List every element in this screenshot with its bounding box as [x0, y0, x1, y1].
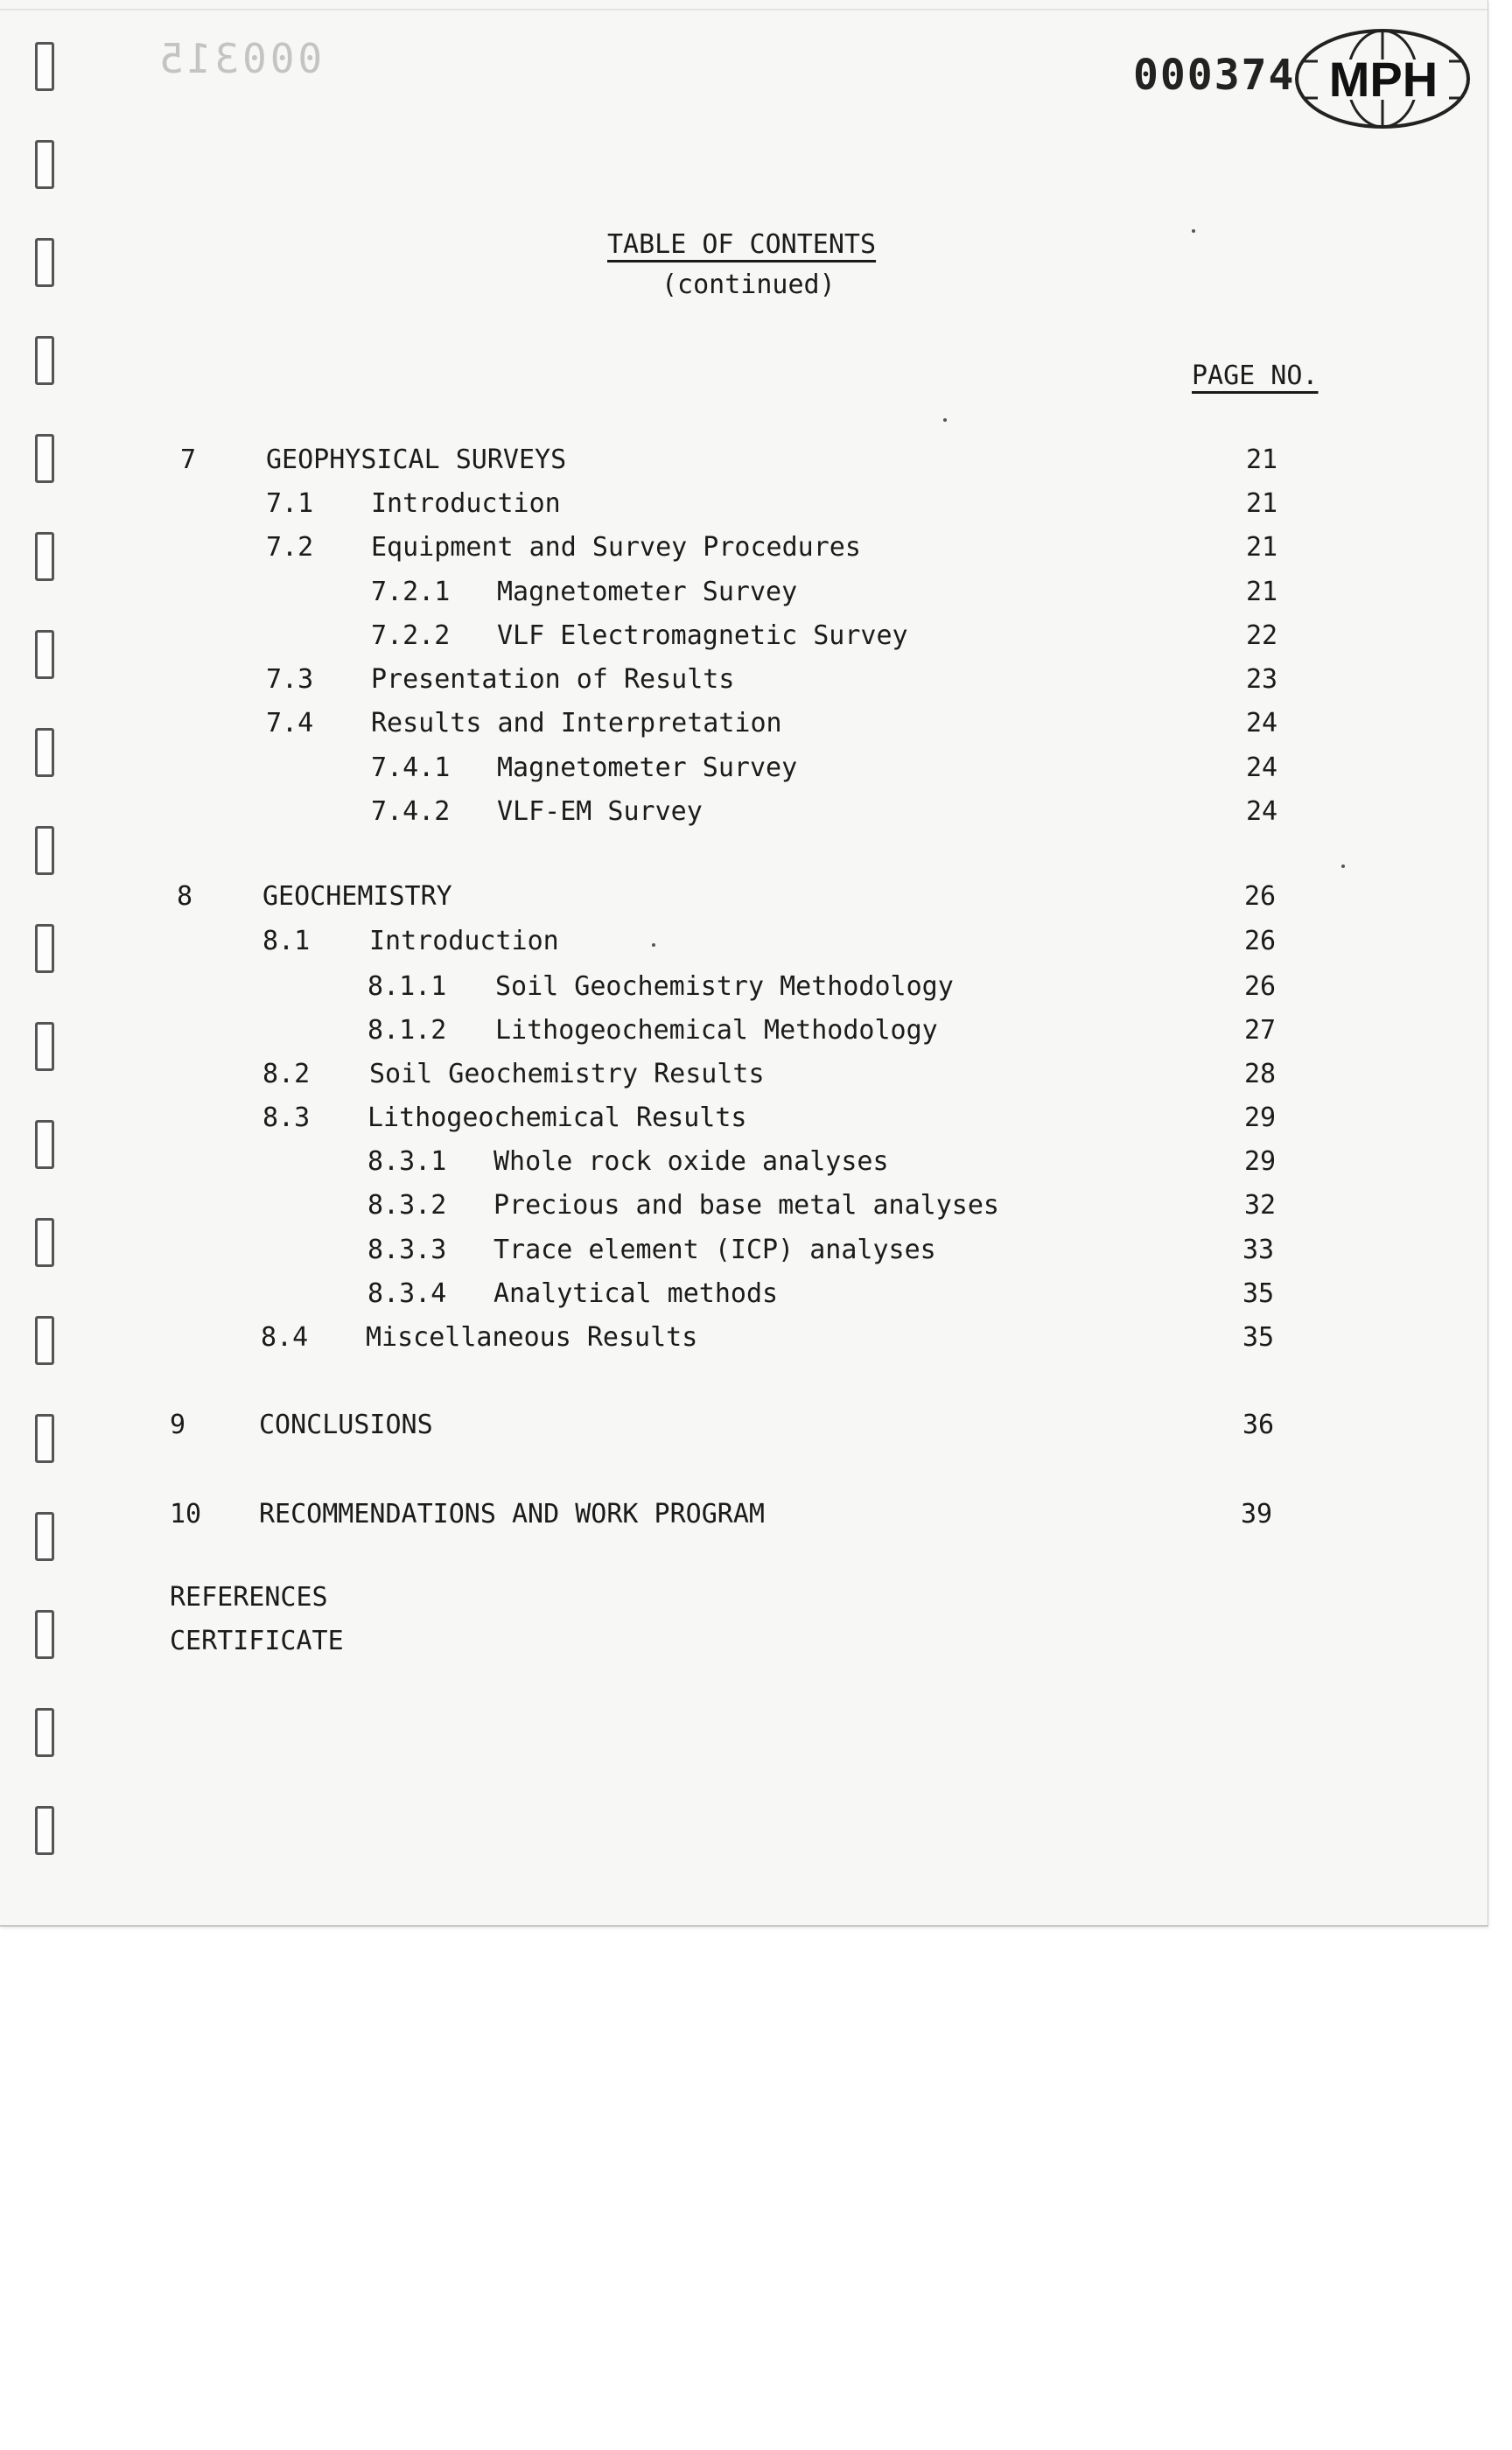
page-number: 32 — [1244, 1190, 1277, 1221]
section-number: 7.2.1 — [371, 577, 451, 607]
page-edge — [0, 9, 1488, 10]
toc-row — [0, 1146, 1488, 1185]
logo-text: MPH — [1328, 52, 1438, 107]
section-title: Introduction — [371, 488, 561, 519]
toc-row — [0, 796, 1488, 835]
section-title: GEOCHEMISTRY — [262, 881, 452, 912]
section-title: REFERENCES — [170, 1582, 328, 1613]
section-title: VLF Electromagnetic Survey — [497, 620, 908, 651]
section-number: 7.4 — [266, 708, 314, 738]
page-number: 26 — [1244, 971, 1277, 1002]
section-number: 8.3.2 — [368, 1190, 447, 1221]
page-number: 27 — [1244, 1015, 1277, 1046]
toc-row — [0, 1015, 1488, 1054]
section-number: 8.4 — [261, 1322, 309, 1353]
toc-row — [0, 971, 1488, 1010]
toc-row — [0, 532, 1488, 570]
toc-row — [0, 1235, 1488, 1273]
section-title: RECOMMENDATIONS AND WORK PROGRAM — [259, 1499, 765, 1530]
toc-title: TABLE OF CONTENTS — [607, 229, 877, 260]
page-number: 26 — [1244, 926, 1277, 956]
page-number: 21 — [1246, 577, 1278, 607]
section-number: 7.3 — [266, 664, 314, 695]
section-title: CERTIFICATE — [170, 1626, 344, 1656]
page-number: 22 — [1246, 620, 1278, 651]
scan-speck — [1192, 229, 1195, 233]
section-number: 8.3.3 — [368, 1235, 447, 1265]
section-title: Analytical methods — [494, 1278, 779, 1309]
toc-row — [0, 1059, 1488, 1097]
section-title: Soil Geochemistry Results — [369, 1059, 765, 1089]
toc-row — [0, 664, 1488, 703]
section-number: 8.1 — [262, 926, 311, 956]
page-number: 29 — [1244, 1102, 1277, 1133]
document-number: 000374 — [1133, 51, 1296, 100]
section-title: Precious and base metal analyses — [494, 1190, 999, 1221]
section-title: Introduction — [369, 926, 559, 956]
page-number: 24 — [1246, 752, 1278, 783]
section-title: Trace element (ICP) analyses — [494, 1235, 936, 1265]
section-title: Lithogeochemical Results — [368, 1102, 747, 1133]
toc-row — [0, 488, 1488, 527]
binder-hole — [35, 238, 54, 287]
section-number: 9 — [170, 1410, 186, 1440]
toc-row — [0, 1410, 1488, 1448]
scan-speck — [943, 418, 947, 422]
scan-speck — [1341, 864, 1345, 868]
page-number: 24 — [1246, 796, 1278, 827]
section-number: 8.3.1 — [368, 1146, 447, 1177]
toc-row — [0, 926, 1488, 964]
section-number: 10 — [170, 1499, 202, 1530]
section-number: 7.2.2 — [371, 620, 451, 651]
toc-row — [0, 881, 1488, 920]
binder-hole — [35, 140, 54, 189]
page-number: 29 — [1244, 1146, 1277, 1177]
section-title: Presentation of Results — [371, 664, 735, 695]
toc-row — [0, 1190, 1488, 1228]
section-number: 7 — [180, 444, 197, 475]
section-title: GEOPHYSICAL SURVEYS — [266, 444, 567, 475]
section-number: 8 — [177, 881, 193, 912]
toc-row — [0, 1499, 1488, 1537]
section-number: 7.2 — [266, 532, 314, 563]
section-title: Lithogeochemical Methodology — [495, 1015, 938, 1046]
section-title: Equipment and Survey Procedures — [371, 532, 861, 563]
section-number: 8.1.1 — [368, 971, 447, 1002]
page-number: 35 — [1242, 1322, 1275, 1353]
toc-row — [0, 444, 1488, 483]
page-number-header: PAGE NO. — [1192, 360, 1319, 391]
section-title: Magnetometer Survey — [497, 577, 798, 607]
section-number: 8.3.4 — [368, 1278, 447, 1309]
section-number: 7.1 — [266, 488, 314, 519]
section-number: 8.1.2 — [368, 1015, 447, 1046]
toc-row — [0, 708, 1488, 746]
page-number: 39 — [1241, 1499, 1273, 1530]
binder-hole — [35, 42, 54, 91]
page-number: 36 — [1242, 1410, 1275, 1440]
toc-row — [0, 1278, 1488, 1317]
section-number: 8.2 — [262, 1059, 311, 1089]
scan-speck — [652, 943, 655, 947]
page-number: 28 — [1244, 1059, 1277, 1089]
toc-row — [0, 1322, 1488, 1361]
page-number: 24 — [1246, 708, 1278, 738]
section-title: CONCLUSIONS — [259, 1410, 433, 1440]
toc-row — [0, 752, 1488, 791]
toc-row — [0, 1582, 1488, 1620]
section-number: 7.4.1 — [371, 752, 451, 783]
section-title: Whole rock oxide analyses — [494, 1146, 889, 1177]
toc-row — [0, 1626, 1488, 1664]
section-title: Magnetometer Survey — [497, 752, 798, 783]
mph-logo — [1293, 26, 1473, 131]
page-number: 33 — [1242, 1235, 1275, 1265]
faint-stamp-number: 000315 — [156, 35, 323, 82]
section-number: 7.4.2 — [371, 796, 451, 827]
section-title: Miscellaneous Results — [366, 1322, 698, 1353]
toc-row — [0, 1102, 1488, 1141]
toc-subtitle: (continued) — [662, 270, 836, 300]
section-number: 8.3 — [262, 1102, 311, 1133]
page-number: 21 — [1246, 532, 1278, 563]
page-number: 35 — [1242, 1278, 1275, 1309]
section-title: Results and Interpretation — [371, 708, 782, 738]
page-number: 21 — [1246, 488, 1278, 519]
section-title: VLF-EM Survey — [497, 796, 703, 827]
toc-row — [0, 577, 1488, 615]
binder-hole — [35, 336, 54, 385]
binder-hole — [35, 1708, 54, 1757]
page-number: 26 — [1244, 881, 1277, 912]
toc-row — [0, 620, 1488, 659]
page-number: 21 — [1246, 444, 1278, 475]
section-title: Soil Geochemistry Methodology — [495, 971, 954, 1002]
binder-hole — [35, 1806, 54, 1855]
page-number: 23 — [1246, 664, 1278, 695]
